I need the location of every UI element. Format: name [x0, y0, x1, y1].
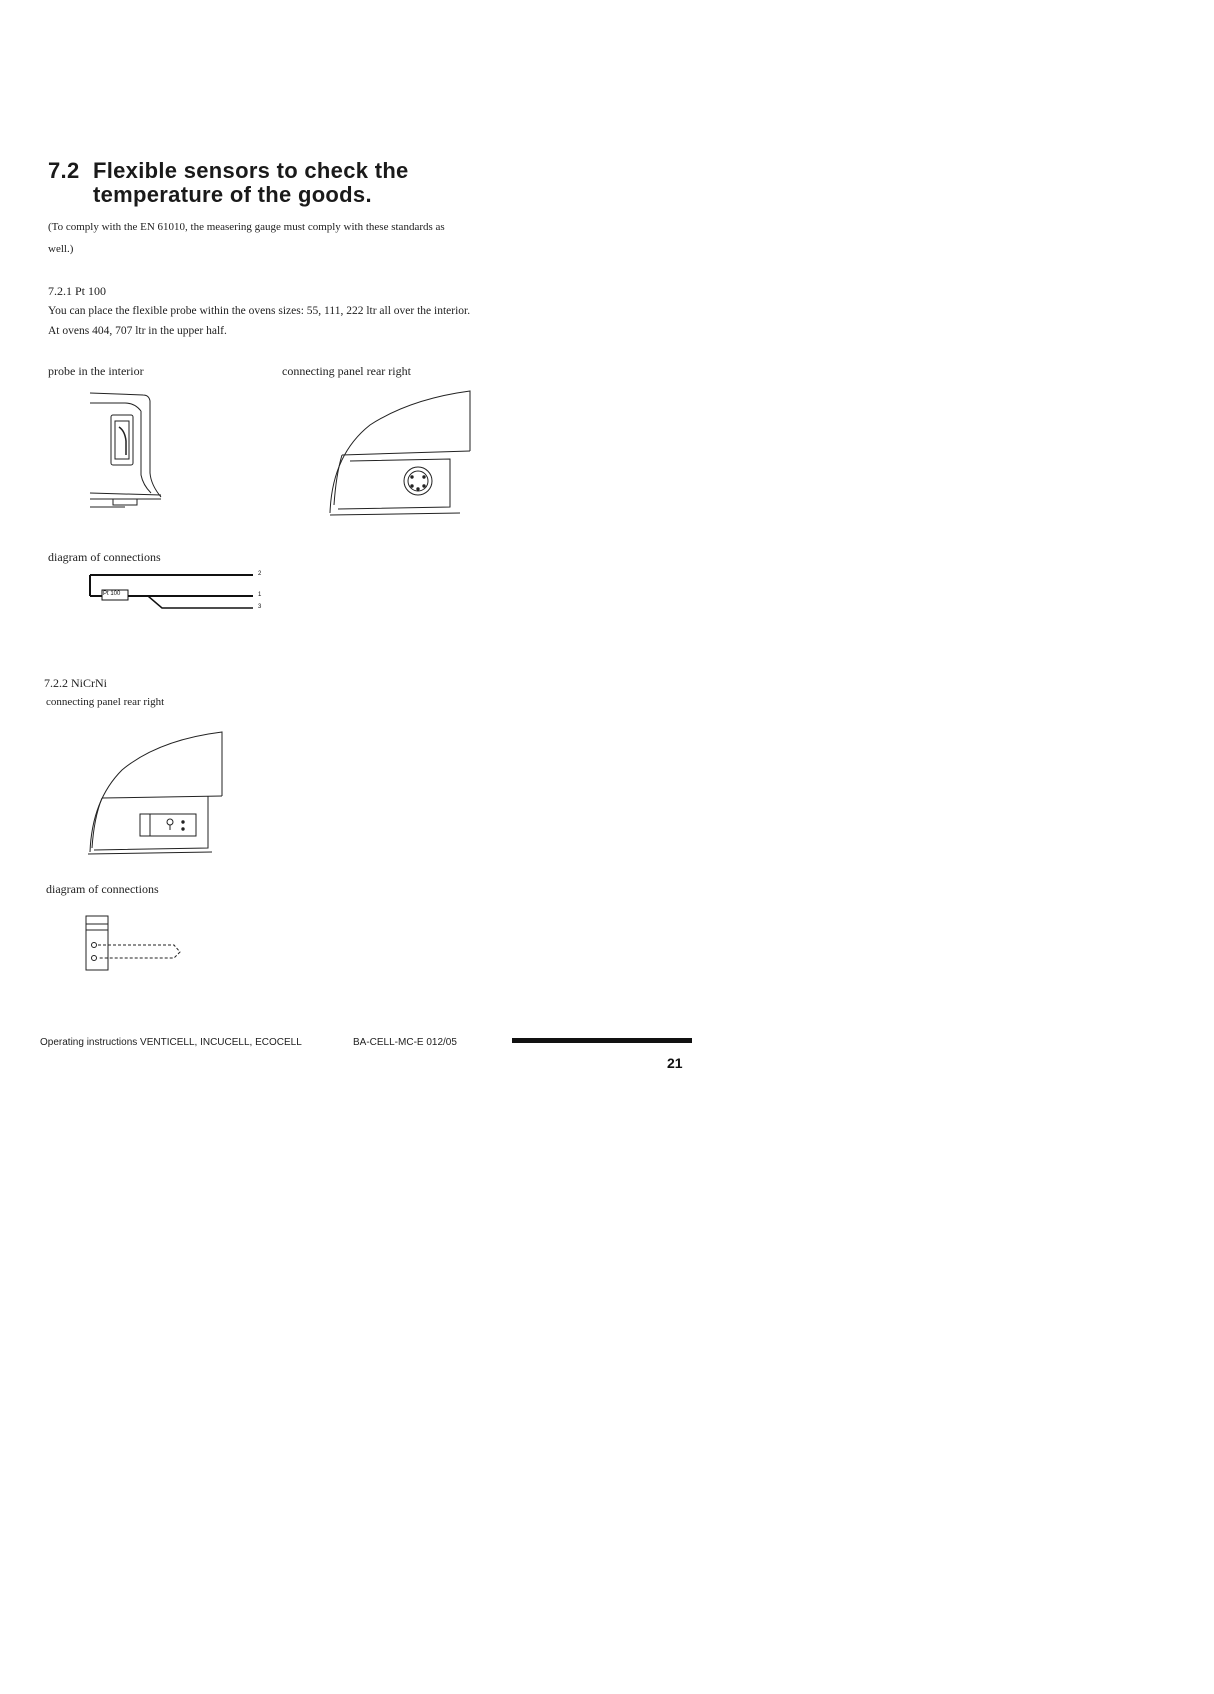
section-title-line-2: temperature of the goods. — [93, 182, 372, 207]
nicrni-connection-diagram — [86, 912, 196, 972]
page-number: 21 — [667, 1055, 683, 1071]
standards-note-line-2: well.) — [48, 243, 74, 255]
pt100-tag: Pt 100 — [103, 591, 121, 597]
caption-diagram-connections-pt100: diagram of connections — [48, 550, 161, 564]
terminal-label-1: 1 — [258, 592, 262, 598]
probe-interior-illustration — [85, 385, 175, 520]
connecting-panel-illustration-pt100 — [330, 385, 475, 520]
caption-connecting-panel: connecting panel rear right — [282, 364, 411, 378]
caption-connecting-panel-nicrni: connecting panel rear right — [46, 696, 165, 708]
caption-diagram-connections-nicrni: diagram of connections — [46, 882, 159, 896]
standards-note-line-1: (To comply with the EN 61010, the measering gauge must comply with these standards as — [48, 221, 445, 233]
section-number: 7.2 — [48, 158, 80, 183]
pt100-text-line-2: At ovens 404, 707 ltr in the upper half. — [48, 325, 227, 337]
subsection-heading-pt100: 7.2.1 Pt 100 — [48, 284, 107, 298]
pt100-text-line-1: You can place the flexible probe within the ovens sizes: 55, 111, 222 ltr all over the interior. — [48, 305, 471, 317]
connecting-panel-illustration-nicrni — [88, 730, 228, 860]
footer-manual-title: Operating instructions VENTICELL, INCUCELL, ECOCELL — [40, 1037, 302, 1048]
terminal-label-3: 3 — [258, 604, 262, 610]
caption-probe-interior: probe in the interior — [48, 364, 144, 378]
footer-rule — [512, 1038, 692, 1043]
footer-document-code: BA-CELL-MC-E 012/05 — [353, 1037, 457, 1048]
terminal-label-2: 2 — [258, 571, 262, 577]
section-title-line-1: Flexible sensors to check the — [93, 158, 409, 183]
subsection-heading-nicrni: 7.2.2 NiCrNi — [44, 676, 107, 690]
